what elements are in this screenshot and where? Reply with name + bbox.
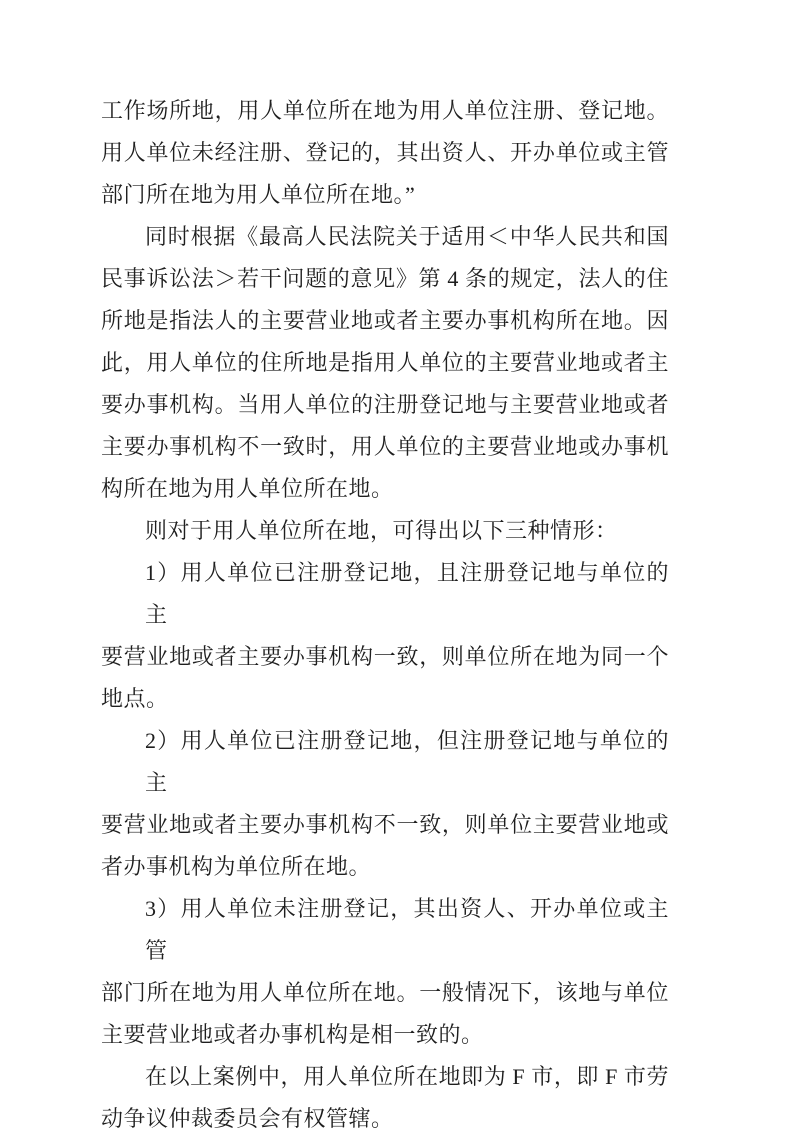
text-line: 1）用人单位已注册登记地，且注册登记地与单位的主: [145, 560, 669, 627]
text-line: 要营业地或者主要办事机构不一致，则单位主要营业地或: [101, 812, 669, 837]
text-line: 者办事机构为单位所在地。: [101, 854, 372, 879]
text-line: 3）用人单位未注册登记，其出资人、开办单位或主管: [145, 896, 669, 963]
text-line: 地点。: [101, 686, 169, 711]
text-block: [101, 90, 669, 1140]
text-line: 同时根据《最高人民法院关于适用＜中华人民共和国: [145, 224, 669, 249]
text-line: 工作场所地，用人单位所在地为用人单位注册、登记地。: [101, 98, 669, 123]
paragraph: [101, 552, 669, 720]
text-line: 构所在地为用人单位所在地。: [101, 476, 394, 501]
text-line: 此，用人单位的住所地是指用人单位的主要营业地或者主: [101, 350, 669, 375]
text-line: 部门所在地为用人单位所在地。”: [101, 182, 416, 207]
text-line: 在以上案例中，用人单位所在地即为 F 市，即 F 市劳: [145, 1064, 669, 1089]
paragraph: [101, 216, 669, 510]
text-line: 用人单位未经注册、登记的，其出资人、开办单位或主管: [101, 140, 669, 165]
paragraph: [101, 888, 669, 1056]
text-line: 主要办事机构不一致时，用人单位的主要营业地或办事机: [101, 434, 669, 459]
paragraph: [101, 90, 669, 216]
text-line: 主要营业地或者办事机构是相一致的。: [101, 1022, 484, 1047]
paragraph: [101, 1056, 669, 1140]
text-line: 所地是指法人的主要营业地或者主要办事机构所在地。因: [101, 308, 669, 333]
text-line: 部门所在地为用人单位所在地。一般情况下，该地与单位: [101, 980, 669, 1005]
text-line: 则对于用人单位所在地，可得出以下三种情形：: [145, 518, 618, 543]
text-line: 要营业地或者主要办事机构一致，则单位所在地为同一个: [101, 644, 669, 669]
paragraph: [101, 720, 669, 888]
text-line: 2）用人单位已注册登记地，但注册登记地与单位的主: [145, 728, 669, 795]
paragraph: [101, 510, 669, 552]
text-line: 要办事机构。当用人单位的注册登记地与主要营业地或者: [101, 392, 669, 417]
text-line: 动争议仲裁委员会有权管辖。: [101, 1106, 394, 1131]
text-line: 民事诉讼法＞若干问题的意见》第 4 条的规定，法人的住: [101, 266, 669, 291]
